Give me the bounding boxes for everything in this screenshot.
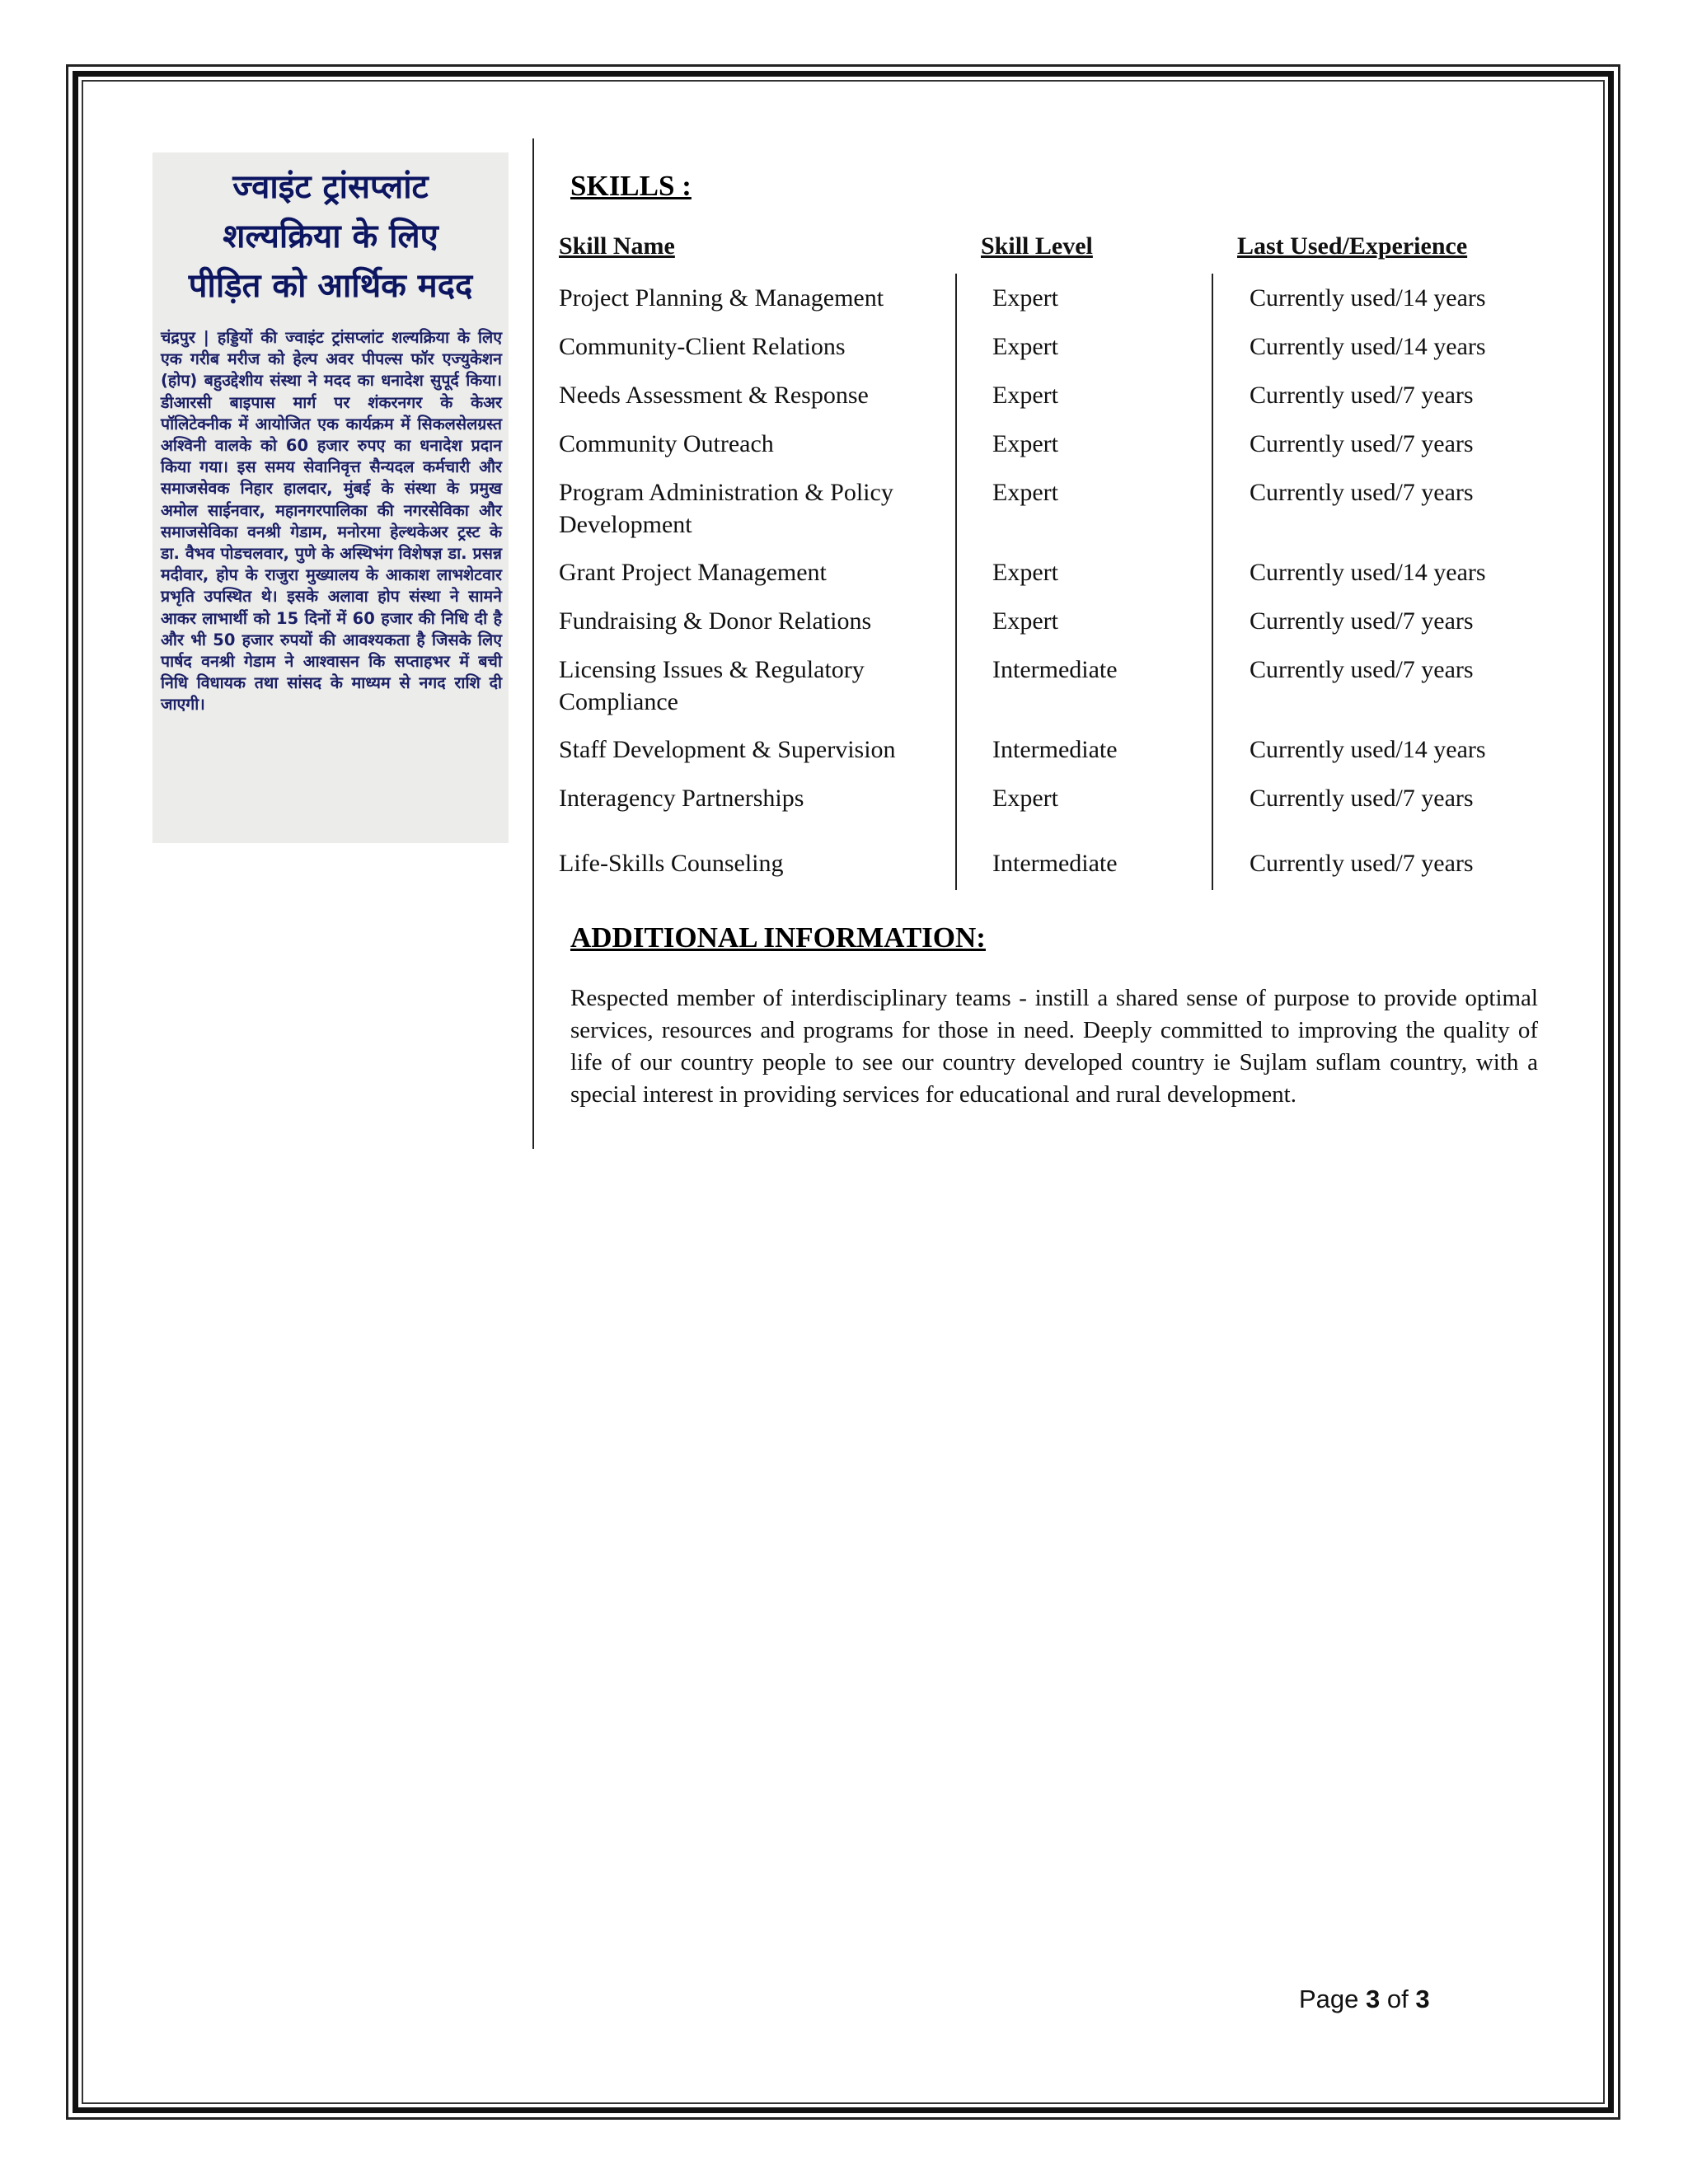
skill-name: Project Planning & Management <box>559 284 884 312</box>
skill-name: Licensing Issues & Regulatory Compliance <box>559 656 865 715</box>
skill-name: Fundraising & Donor Relations <box>559 607 872 635</box>
total-pages: 3 <box>1415 1985 1430 2013</box>
skill-name: Life-Skills Counseling <box>559 850 784 877</box>
skill-last-used: Currently used/14 years <box>1250 736 1486 763</box>
skill-level: Expert <box>992 430 1058 457</box>
skill-last-used: Currently used/14 years <box>1250 559 1486 586</box>
additional-info-text: Respected member of interdisciplinary teams - instill a shared sense of purpose to provide optimal services, resources and programs for those in need. Deeply committed to improving the quality of life of our country people to see our country developed country ie Sujlam suflam country, with a special interest in providing services for educational and rural development. <box>570 985 1538 1108</box>
clipping-headline <box>152 162 509 311</box>
column-divider <box>532 138 534 1149</box>
skill-level: Expert <box>992 785 1058 812</box>
skill-last-used: Currently used/7 years <box>1250 850 1474 877</box>
skill-level: Expert <box>992 607 1058 635</box>
skill-name: Community Outreach <box>559 430 774 457</box>
clipping-body: चंद्रपुर | हड्डियों की ज्वाइंट ट्रांसप्लांट शल्यक्रिया के लिए एक गरीब मरीज को हेल्प अवर पीपल्स फॉर एज्युकेशन (होप) बहुउद्देशीय संस्था ने मदद का धनादेश सुपूर्द किया। डीआरसी बाइपास मार्ग पर शंकरनगर के केअर पॉलिटेक्नीक में आयोजित एक कार्यक्रम में सिकलसेलग्रस्त अश्विनी वालके को 60 हजार रुपए का धनादेश प्रदान किया गया। इस समय सेवानिवृत्त सैन्यदल कर्मचारी और समाजसेवक निहार हालदार, मुंबई के संस्था के प्रमुख अमोल साईनवार, महानगरपालिका की नगरसेविका और समाजसेविका वनश्री गेडाम, मनोरमा हेल्थकेअर ट्रस्ट के डा. वैभव पोडचलवार, पुणे के अस्थिभंग विशेषज्ञ डा. प्रसन्न मदीवार, होप के राजुरा मुख्यालय के आकाश लाभशेटवार प्रभृति उपस्थित थे। इसके अलावा होप संस्था ने सामने आकर लाभार्थी को 15 दिनों में 60 हजार की निधि दी है और भी 50 हजार रुपयों की आवश्यकता है जिसके लिए पार्षद वनश्री गेडाम ने आश्वासन कि सप्ताहभर में बची निधि विधायक तथा सांसद के माध्यम से नगद राशि दी जाएगी। <box>161 328 502 715</box>
skill-level-header: Skill Level <box>981 232 1093 260</box>
skill-last-used: Currently used/7 years <box>1250 382 1474 409</box>
table-divider <box>1212 274 1213 890</box>
clipping-headline-line: ज्वाइंट ट्रांसप्लांट <box>232 168 429 206</box>
skill-name: Grant Project Management <box>559 559 827 586</box>
skill-level: Intermediate <box>992 850 1118 877</box>
skill-last-used: Currently used/14 years <box>1250 284 1486 312</box>
skill-last-used: Currently used/7 years <box>1250 430 1474 457</box>
skill-last-used: Currently used/7 years <box>1250 656 1474 683</box>
page-number <box>1299 1985 1430 2014</box>
skill-name-header: Skill Name <box>559 232 675 260</box>
clipping-headline-line: शल्यक्रिया के लिए <box>223 218 438 255</box>
newspaper-clipping <box>152 152 509 843</box>
skill-level: Expert <box>992 559 1058 586</box>
skill-level: Intermediate <box>992 656 1118 683</box>
skill-level: Expert <box>992 284 1058 312</box>
skill-name: Staff Development & Supervision <box>559 736 896 763</box>
skill-level: Expert <box>992 382 1058 409</box>
skills-heading: SKILLS : <box>570 170 692 202</box>
skill-last-used: Currently used/7 years <box>1250 607 1474 635</box>
skill-name: Interagency Partnerships <box>559 785 804 812</box>
skill-name: Community-Client Relations <box>559 333 846 360</box>
last-used-header: Last Used/Experience <box>1237 232 1468 260</box>
table-divider <box>955 274 957 890</box>
skill-last-used: Currently used/14 years <box>1250 333 1486 360</box>
skill-level: Expert <box>992 333 1058 360</box>
skill-level: Intermediate <box>992 736 1118 763</box>
of-word: of <box>1386 1985 1409 2013</box>
additional-info-heading: ADDITIONAL INFORMATION: <box>570 921 986 954</box>
skill-name: Program Administration & Policy Development <box>559 479 893 538</box>
skill-name: Needs Assessment & Response <box>559 382 869 409</box>
skill-last-used: Currently used/7 years <box>1250 479 1474 506</box>
page-word: Page <box>1299 1985 1359 2013</box>
skill-last-used: Currently used/7 years <box>1250 785 1474 812</box>
clipping-headline-line: पीड़ित को आर्थिक मदद <box>188 267 473 305</box>
skill-level: Expert <box>992 479 1058 506</box>
current-page: 3 <box>1366 1985 1381 2013</box>
